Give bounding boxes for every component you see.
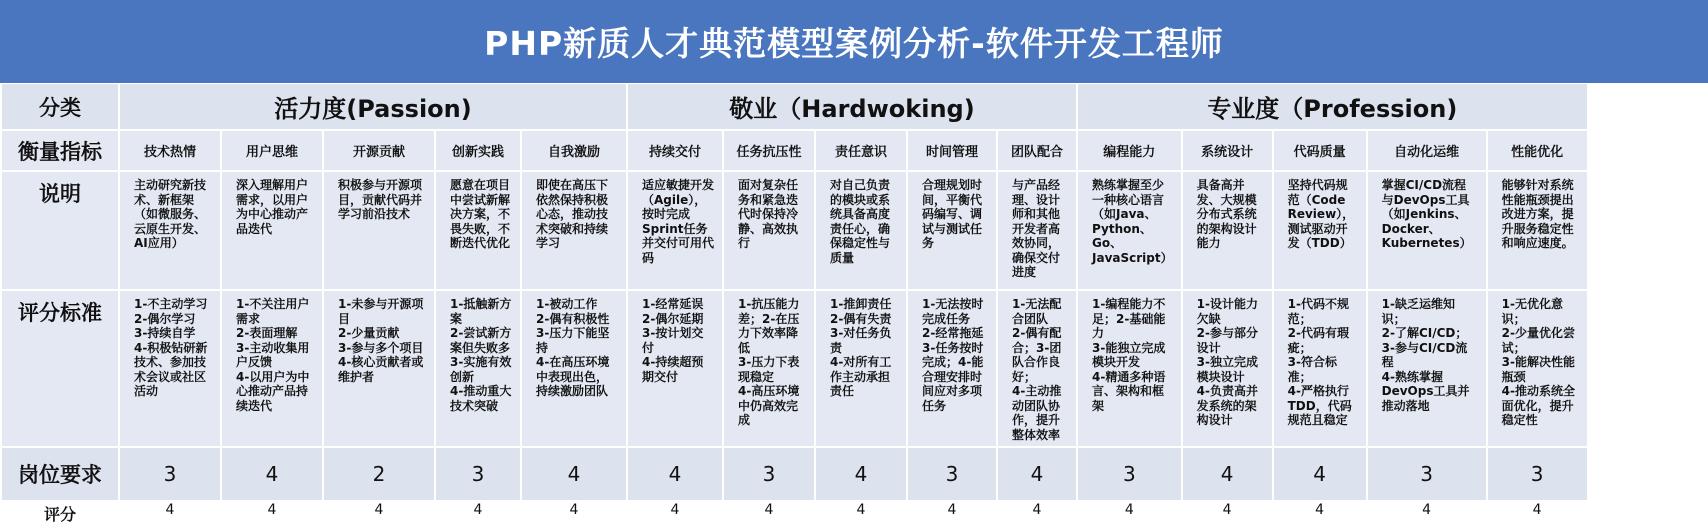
scoring-cell-text: 1-设计能力欠缺 2-参与部分设计 3-独立完成模块设计 4-负责高并发系统的架构设计 (1196, 297, 1258, 427)
description-cell (323, 171, 435, 290)
next-row-cell: 4 (1487, 501, 1587, 526)
description-cell-text: 深入理解用户需求，以用户为中心推动产品迭代 (236, 178, 309, 236)
row-label-description: 说明 (1, 171, 119, 290)
scoring-cell-text: 1-被动工作 2-偶有积极性 3-压力下能坚持 4-在高压环境中表现出色，持续激励团队 (536, 297, 610, 398)
requirement-cell (1077, 447, 1182, 501)
scoring-cell-text: 1-无优化意识； 2-少量优化尝试； 3-能解决性能瓶颈 4-推动系统全面优化，提升稳定性 (1501, 297, 1575, 427)
description-cell (521, 171, 627, 290)
description-cell-text: 适应敏捷开发（Agile），按时完成Sprint任务并交付可用代码 (642, 178, 715, 265)
description-cell (221, 171, 323, 290)
scoring-cell (1273, 290, 1367, 447)
next-row-cell: 4 (323, 501, 435, 526)
scoring-cell (1487, 290, 1587, 447)
group-hardworking: 敬业（Hardwoking) (627, 84, 1077, 130)
description-cell (997, 171, 1077, 290)
metric-row (1, 130, 1587, 171)
metric-cell-text: 创新实践 (451, 145, 504, 160)
requirement-cell (1273, 447, 1367, 501)
metric-cell-text: 团队配合 (1010, 145, 1063, 160)
description-cell (907, 171, 997, 290)
metric-cell-text: 自我激励 (547, 145, 600, 160)
description-cell-text: 对自己负责的模块或系统具备高度责任心，确保稳定性与质量 (830, 178, 891, 265)
next-row-cell: 4 (119, 501, 221, 526)
scoring-cell (323, 290, 435, 447)
row-label-scoring: 评分标准 (1, 290, 119, 447)
description-cell-text: 能够针对系统性能瓶颈提出改进方案，提升服务稳定性和响应速度。 (1501, 178, 1574, 250)
category-row (1, 84, 1587, 130)
metric-cell (119, 130, 221, 171)
next-row-cell: 4 (221, 501, 323, 526)
description-cell (119, 171, 221, 290)
description-cell-text: 掌握CI/CD流程与DevOps工具（如Jenkins、Docker、Kubernetes） (1381, 178, 1472, 250)
evaluation-table (0, 84, 1587, 527)
next-row-cell: 4 (1273, 501, 1367, 526)
scoring-cell-text: 1-代码不规范； 2-代码有瑕疵； 3-符合标准； 4-严格执行TDD，代码规范且稳定 (1287, 297, 1352, 427)
metric-cell-text: 系统设计 (1201, 145, 1254, 160)
requirement-cell (1487, 447, 1587, 501)
scoring-cell (1077, 290, 1182, 447)
requirement-cell-text: 3 (471, 462, 485, 486)
description-cell (1182, 171, 1273, 290)
requirement-cell-text: 4 (668, 462, 682, 486)
description-cell-text: 坚持代码规范（Code Review），测试驱动开发（TDD） (1287, 178, 1355, 250)
scoring-cell (521, 290, 627, 447)
requirement-cell (723, 447, 815, 501)
requirement-row (1, 447, 1587, 501)
metric-cell-text: 代码质量 (1293, 145, 1346, 160)
scoring-cell (1182, 290, 1273, 447)
row-label-category: 分类 (1, 84, 119, 130)
next-row-cell: 4 (1367, 501, 1487, 526)
group-profession: 专业度（Profession) (1077, 84, 1587, 130)
requirement-cell-text: 2 (372, 462, 386, 486)
next-row-cell: 4 (627, 501, 723, 526)
group-passion: 活力度(Passion) (119, 84, 627, 130)
scoring-cell-text: 1-不主动学习 2-偶尔学习 3-持续自学 4-积极钻研新技术、参加技术会议或社区活动 (134, 297, 208, 398)
requirement-cell-text: 4 (1313, 462, 1326, 486)
metric-cell (1367, 130, 1487, 171)
next-row-cell: 4 (997, 501, 1077, 526)
metric-cell (323, 130, 435, 171)
requirement-cell-text: 3 (163, 462, 177, 486)
row-label-metric: 衡量指标 (1, 130, 119, 171)
requirement-cell (815, 447, 907, 501)
scoring-cell (997, 290, 1077, 447)
metric-cell (1487, 130, 1587, 171)
requirement-cell-text: 3 (762, 462, 776, 486)
scoring-cell-text: 1-不关注用户需求 2-表面理解 3-主动收集用户反馈 4-以用户为中心推动产品持续迭代 (236, 297, 310, 413)
scoring-cell (627, 290, 723, 447)
description-cell (1487, 171, 1587, 290)
requirement-cell-text: 4 (854, 462, 868, 486)
metric-cell (435, 130, 521, 171)
scoring-cell (1367, 290, 1487, 447)
metric-cell-text: 性能优化 (1511, 145, 1564, 160)
requirement-cell-text: 3 (1420, 462, 1433, 486)
description-cell-text: 具备高并发、大规模分布式系统的架构设计能力 (1196, 178, 1257, 250)
metric-cell (997, 130, 1077, 171)
metric-cell-text: 技术热情 (143, 145, 196, 160)
description-cell-text: 熟练掌握至少一种核心语言（如Java、Python、Go、JavaScript） (1092, 178, 1173, 265)
scoring-cell (119, 290, 221, 447)
metric-cell (627, 130, 723, 171)
requirement-cell (323, 447, 435, 501)
description-cell-text: 主动研究新技术、新框架（如微服务、云原生开发、AI应用） (134, 178, 207, 250)
description-cell (1367, 171, 1487, 290)
scoring-cell-text: 1-缺乏运维知识； 2-了解CI/CD； 3-参与CI/CD流程 4-熟练掌握DevOps工具并推动落地 (1381, 297, 1470, 413)
requirement-cell-text: 3 (945, 462, 959, 486)
next-row-cell: 4 (521, 501, 627, 526)
scoring-cell (435, 290, 521, 447)
description-cell-text: 愿意在项目中尝试新解决方案，不畏失败，不断迭代优化 (450, 178, 511, 250)
requirement-cell (221, 447, 323, 501)
requirement-cell (119, 447, 221, 501)
scoring-cell-text: 1-抵触新方案 2-尝试新方案但失败多 3-实施有效创新 4-推动重大技术突破 (450, 297, 512, 413)
next-row-cell: 4 (435, 501, 521, 526)
metric-cell (1182, 130, 1273, 171)
scoring-cell-text: 1-无法配合团队 2-偶有配合；3-团队合作良好； 4-主动推动团队协作，提升整体效率 (1012, 297, 1062, 442)
metric-cell-text: 编程能力 (1103, 145, 1156, 160)
description-cell-text: 合理规划时间，平衡代码编写、调试与测试任务 (922, 178, 983, 250)
scoring-cell-text: 1-推卸责任 2-偶有失责 3-对任务负责 4-对所有工作主动承担责任 (830, 297, 892, 398)
next-row-cell: 4 (815, 501, 907, 526)
requirement-cell (521, 447, 627, 501)
metric-cell-text: 自动化运维 (1394, 145, 1460, 160)
title-bar (0, 0, 1708, 83)
requirement-cell (435, 447, 521, 501)
metric-cell (221, 130, 323, 171)
description-cell-text: 与产品经理、设计师和其他开发者高效协同，确保交付进度 (1012, 178, 1061, 279)
scoring-cell (815, 290, 907, 447)
description-cell (435, 171, 521, 290)
metric-cell-text: 用户思维 (245, 145, 298, 160)
scoring-cell-text: 1-编程能力不足；2-基础能力 3-能独立完成模块开发 4-精通多种语言、架构和框架 (1092, 297, 1166, 413)
page-title: PHP新质人才典范模型案例分析-软件开发工程师 (484, 24, 1224, 63)
requirement-cell-text: 4 (265, 462, 279, 486)
scoring-cell-text: 1-无法按时完成任务 2-经常拖延 3-任务按时完成；4-能合理安排时间应对多项任务 (922, 297, 984, 413)
requirement-cell-text: 3 (1530, 462, 1544, 486)
next-row (1, 501, 1587, 526)
next-row-cell: 4 (723, 501, 815, 526)
requirement-cell-text: 4 (1220, 462, 1234, 486)
description-cell-text: 面对复杂任务和紧急迭代时保持冷静、高效执行 (738, 178, 799, 250)
metric-cell (521, 130, 627, 171)
requirement-cell (1367, 447, 1487, 501)
metric-cell (815, 130, 907, 171)
metric-cell-text: 时间管理 (925, 145, 978, 160)
description-cell (1077, 171, 1182, 290)
metric-cell-text: 开源贡献 (352, 145, 405, 160)
requirement-cell (907, 447, 997, 501)
scoring-cell (907, 290, 997, 447)
description-cell-text: 积极参与开源项目，贡献代码并学习前沿技术 (338, 178, 423, 221)
row-label-next: 评分 (1, 501, 119, 526)
scoring-cell-text: 1-经常延误 2-偶尔延期 3-按计划交付 4-持续超预期交付 (642, 297, 704, 384)
scoring-row (1, 290, 1587, 447)
requirement-cell (627, 447, 723, 501)
metric-cell-text: 任务抗压性 (736, 145, 802, 160)
requirement-cell-text: 4 (567, 462, 581, 486)
description-cell (1273, 171, 1367, 290)
scoring-cell-text: 1-抗压能力差；2-在压力下效率降低 3-压力下表现稳定 4-高压环境中仍高效完成 (738, 297, 800, 427)
requirement-cell-text: 4 (1030, 462, 1044, 486)
metric-cell (723, 130, 815, 171)
requirement-cell (1182, 447, 1273, 501)
description-cell (627, 171, 723, 290)
requirement-cell-text: 3 (1122, 462, 1136, 486)
next-row-cell: 4 (907, 501, 997, 526)
next-row-cell: 4 (1077, 501, 1182, 526)
metric-cell-text: 持续交付 (648, 145, 701, 160)
metric-cell (1077, 130, 1182, 171)
description-row (1, 171, 1587, 290)
scoring-cell (723, 290, 815, 447)
description-cell (815, 171, 907, 290)
next-row-cell: 4 (1182, 501, 1273, 526)
metric-cell (1273, 130, 1367, 171)
requirement-cell (997, 447, 1077, 501)
row-label-requirement: 岗位要求 (1, 447, 119, 501)
scoring-cell-text: 1-未参与开源项目 2-少量贡献 3-参与多个项目 4-核心贡献者或维护者 (338, 297, 424, 384)
scoring-cell (221, 290, 323, 447)
metric-cell-text: 责任意识 (834, 145, 887, 160)
description-cell-text: 即使在高压下依然保持积极心态，推动技术突破和持续学习 (536, 178, 609, 250)
description-cell (723, 171, 815, 290)
metric-cell (907, 130, 997, 171)
